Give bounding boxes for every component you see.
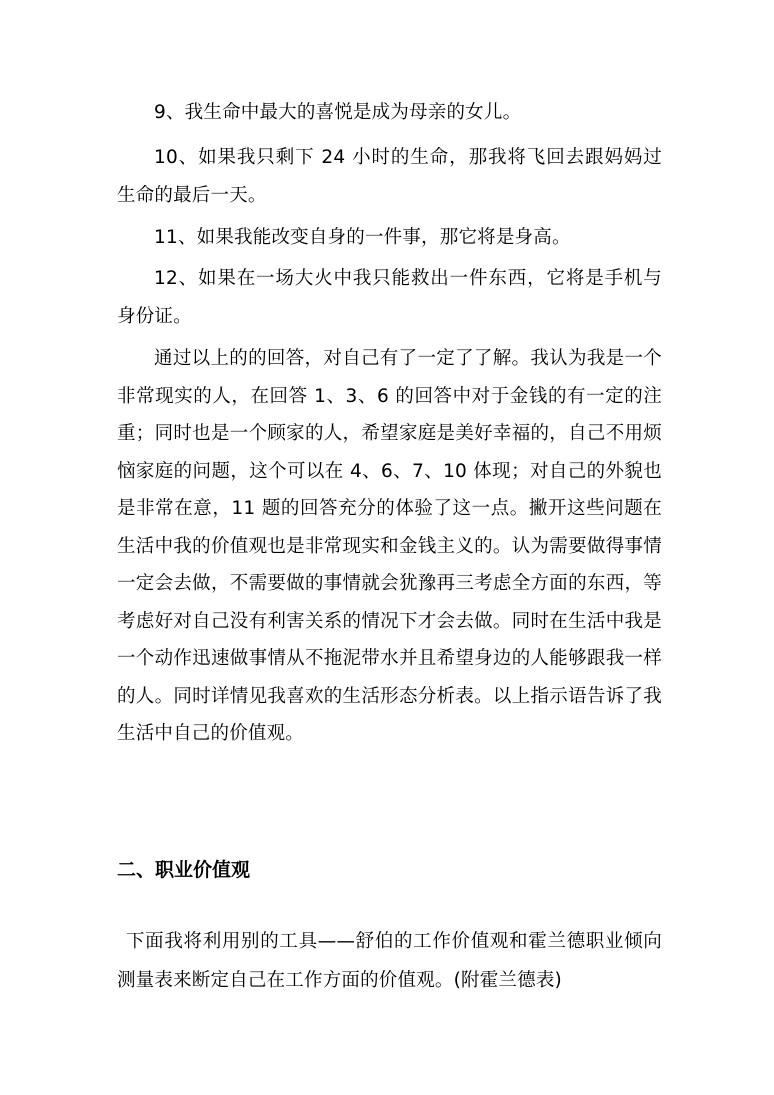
answer-item-12: 12、如果在一场大火中我只能救出一件东西，它将是手机与身份证。 <box>117 268 662 327</box>
summary-paragraph: 通过以上的的回答，对自己有了一定了了解。我认为我是一个非常现实的人，在回答 1、3、6 的回答中对于金钱的有一定的注重；同时也是一个顾家的人，希望家庭是美好幸福的，自己不用烦恼家庭的问题，这个可以在 4、6、7、10 体现；对自己的外貌也是非常在意，11 题的回答充分的体验了这一点。撇开这些问题在生活中我的价值观也是非常现实和金钱主义的。认为需要做得事情一定会去做，不需要做的事情就会犹豫再三考虑全方面的东西，等考虑好对自己没有利害关系的情况下才会去做。同时在生活中我是一个动作迅速做事情从不拖泥带水并且希望身边的人能够跟我一样的人。同时详情见我喜欢的生活形态分析表。以上指示语告诉了我生活中自己的价值观。 <box>117 348 662 744</box>
answer-item-10: 10、如果我只剩下 24 小时的生命，那我将飞回去跟妈妈过生命的最后一天。 <box>117 147 662 206</box>
section-heading: 二、职业价值观 <box>117 859 251 881</box>
answer-item-11: 11、如果我能改变自身的一件事，那它将是身高。 <box>154 227 571 248</box>
answer-item-9: 9、我生命中最大的喜悦是成为母亲的女儿。 <box>154 102 522 123</box>
section-intro-paragraph: 下面我将利用别的工具——舒伯的工作价值观和霍兰德职业倾向测量表来断定自己在工作方面的价值观。(附霍兰德表) <box>117 931 662 991</box>
